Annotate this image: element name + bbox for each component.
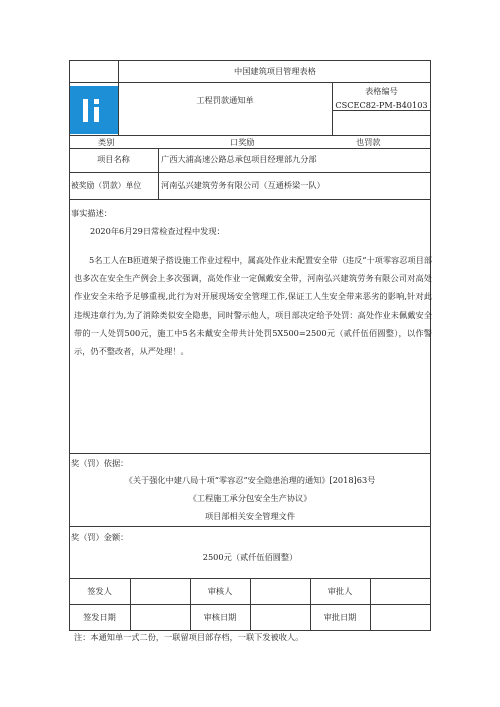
rule [69,199,431,200]
reviewer-label: 审核人 [207,586,233,596]
basis-line-1: 《关于强化中建八局十项“零容忍”安全隐患治理的通知》[2018]63号 [124,475,376,485]
issuer-label: 签发人 [87,586,112,596]
amount-label: 奖（罚）金额： [71,532,129,542]
basis-line-3: 项目部相关安全管理文件 [204,511,296,521]
rule [69,453,431,454]
approve-date-label: 审批日期 [323,612,357,622]
issue-date-label: 签发日期 [83,612,116,622]
approver-label: 审批人 [327,586,353,596]
form-number-label: 表格编号 [365,86,398,96]
basis-label: 奖（罚）依据： [71,458,129,468]
org-title: 中国建筑项目管理表格 [234,66,316,76]
project-name-value: 广西大浦高速公路总承包项目经理部九分部 [161,154,317,164]
category-label: 类别 [98,137,115,147]
facts-label: 事实描述： [71,208,112,218]
form-number: CSCEC82-PM-B40103 [335,100,428,110]
form-name: 工程罚款通知单 [196,95,254,105]
company-logo [70,86,118,134]
rule [69,172,431,173]
approve-date-field[interactable] [371,605,429,630]
penalty-checkbox[interactable]: 也罚款 [356,137,381,147]
issuer-field[interactable] [131,579,189,604]
footer-note: 注：本通知单一式二份，一联留项目部存档，一联下发被收人。 [74,632,304,642]
review-date-label: 审核日期 [203,612,237,622]
target-unit-label: 被奖励（罚款）单位 [71,181,142,190]
basis-line-2: 《工程施工承分包安全生产协议》 [188,493,312,503]
reward-checkbox[interactable]: 口奖励 [230,137,255,147]
review-date-field[interactable] [251,605,309,630]
rule [69,60,70,631]
amount-value: 2500元（贰仟伍佰圆整） [202,552,298,562]
rule [69,148,431,149]
project-name-label: 项目名称 [97,154,130,164]
facts-date-line: 2020年6月29日常检查过程中发现： [90,226,225,236]
rule [69,82,431,83]
facts-body: 5名工人在B匝道架子搭设施工作业过程中，属高处作业未配置安全带（违反“十项零容忍项目部也多次在安全生产例会上多次强调，高处作业一定佩戴安全带，河南弘兴建筑劳务有限公司对高处作业安全未给予足够重视,此行为对开展现场安全管理工作,保证工人生安全带来恶劣的影响,针对此违规违章行为,为了消除类似安全隐患，同时警示他人，项目部决定给予处罚：高处作业未佩戴安全带的一人处罚500元，施工中5名未戴安全带共计处罚5X500=2500元（贰仟伍佰圆整），以作警示，仍不整改者，从严处理！。 [74,255,432,357]
rule [69,135,431,136]
issue-date-field[interactable] [131,605,189,630]
target-unit-value: 河南弘兴建筑劳务有限公司（互通桥梁一队） [161,180,325,190]
approver-field[interactable] [371,579,429,604]
rule [69,60,431,61]
rule [158,148,159,200]
rule [69,526,431,527]
reviewer-field[interactable] [251,579,309,604]
